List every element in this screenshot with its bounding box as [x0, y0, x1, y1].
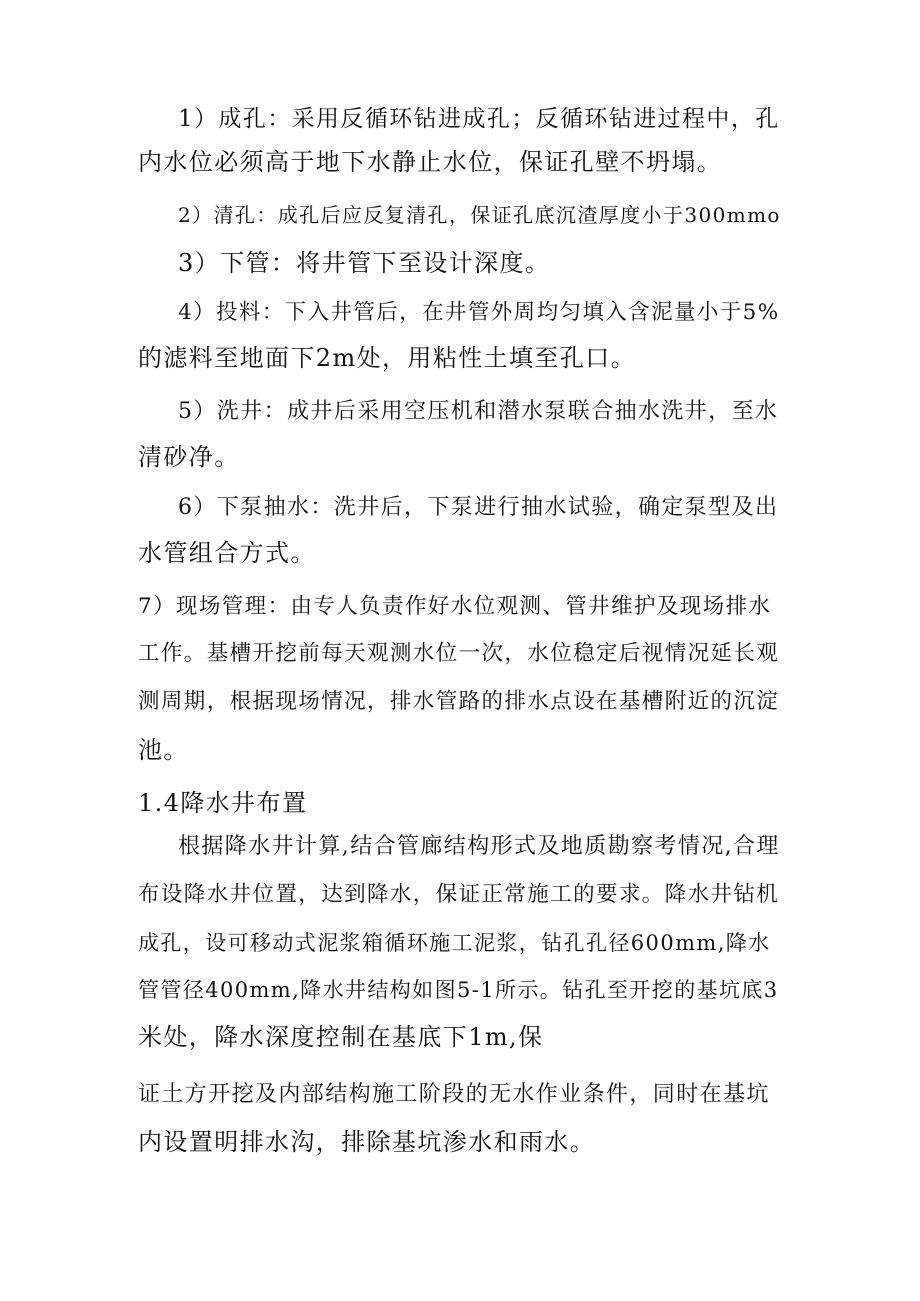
text-line: 根据降水井计算,结合管廊结构形式及地质勘察考情况,合理	[178, 834, 780, 859]
text-line: 测周期，根据现场情况，排水管路的排水点设在基槽附近的沉淀	[138, 689, 780, 714]
section-heading: 1.4降水井布置	[138, 789, 308, 817]
text-line: 清砂净。	[138, 443, 240, 471]
text-line: 的滤料至地面下2m处，用粘性土填至孔口。	[138, 344, 637, 372]
text-line: 4）投料：下入井管后，在井管外周均匀填入含泥量小于5%	[178, 300, 780, 325]
text-line: 3）下管：将井管下至设计深度。	[178, 249, 551, 277]
text-line: 成孔，设可移动式泥浆箱循环施工泥浆，钻孔孔径600mm,降水	[138, 931, 771, 955]
text-line: 内设置明排水沟，排除基坑渗水和雨水。	[138, 1128, 596, 1156]
text-line: 池。	[138, 736, 189, 764]
text-line: 2）清孔：成孔后应反复清孔，保证孔底沉渣厚度小于300mmo	[178, 203, 781, 227]
text-line: 工作。基槽开挖前每天观测水位一次，水位稳定后视情况延长观	[138, 641, 780, 666]
text-line: 证土方开挖及内部结构施工阶段的无水作业条件，同时在基坑	[138, 1082, 770, 1107]
text-line: 管管径400mm,降水井结构如图5-1所示。钻孔至开挖的基坑底3	[138, 978, 779, 1002]
text-line: 6）下泵抽水：洗井后，下泵进行抽水试验，确定泵型及出	[178, 495, 779, 520]
text-line: 7）现场管理：由专人负责作好水位观测、管井维护及现场排水	[138, 594, 772, 619]
text-line: 5）洗井：成井后采用空压机和潜水泵联合抽水洗井，至水	[178, 399, 779, 424]
text-line: 内水位必须高于地下水静止水位，保证孔壁不坍塌。	[138, 148, 723, 176]
text-line: 1）成孔：采用反循环钻进成孔；反循环钻进过程中，孔	[178, 106, 780, 132]
text-line: 布设降水井位置，达到降水，保证正常施工的要求。降水井钻机	[138, 882, 780, 907]
text-line: 米处，降水深度控制在基底下1m,保	[138, 1023, 544, 1051]
text-line: 水管组合方式。	[138, 539, 316, 567]
